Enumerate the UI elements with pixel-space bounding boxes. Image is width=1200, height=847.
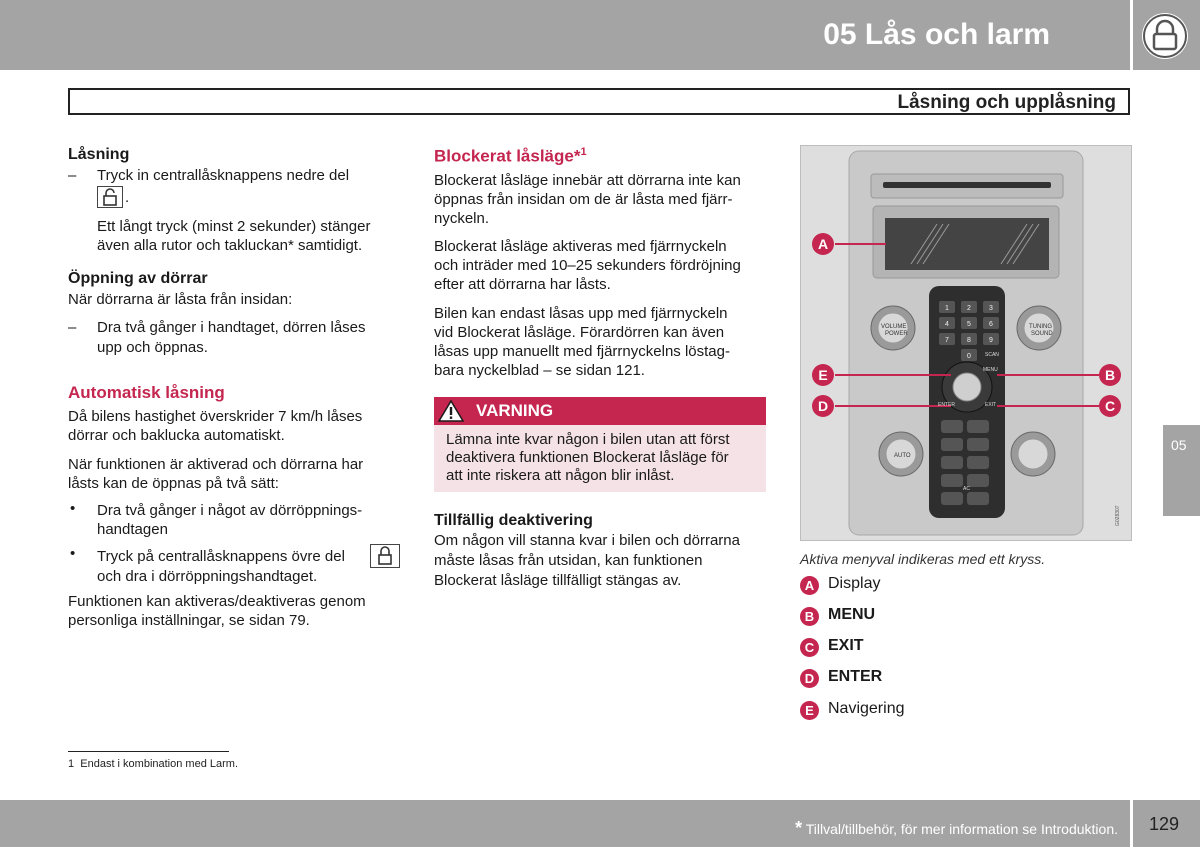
chapter-side-tab (1163, 425, 1200, 516)
footnote-text: Endast i kombination med Larm. (80, 758, 238, 770)
keypad-key-label: 1 (945, 305, 949, 312)
block-p2-1: Blockerat låsläge aktiveras med fjärrnyckeln (434, 238, 727, 255)
footnote-ref: 1 (580, 146, 587, 158)
legend-exit: EXIT (828, 637, 864, 654)
keypad-key-label: 0 (967, 353, 971, 360)
footnote-divider (68, 751, 229, 752)
section-title: Låsning och upplåsning (897, 92, 1116, 113)
tillf-2: måste låsas från utsidan, kan funktionen (434, 552, 703, 569)
sound-label: SOUND (1031, 331, 1053, 337)
warning-body (434, 425, 766, 492)
auto-label: AUTO (894, 453, 911, 459)
keypad-key-label: 6 (989, 321, 993, 328)
bullet1-2: handtagen (97, 521, 168, 538)
section-title-bar (68, 88, 1130, 115)
climate-button (941, 456, 963, 469)
keypad-key-label: 7 (945, 337, 949, 344)
legend-badge-d: D (800, 669, 819, 688)
tillf-heading: Tillfällig deaktivering (434, 512, 593, 529)
dash-marker: – (68, 319, 77, 336)
climate-button (967, 474, 989, 487)
lock-button-icon (370, 544, 400, 568)
tillf-3: Blockerat låsläge tillfälligt stängas av. (434, 572, 682, 589)
footer-note (795, 818, 1118, 839)
power-label: POWER (885, 331, 908, 337)
auto-p1-2: dörrar och baklucka automatiskt. (68, 427, 285, 444)
block-p1-2: öppnas från insidan om de är låsta med fjärr- (434, 191, 733, 208)
footnote-number: 1 (68, 758, 75, 770)
bullet2-2: och dra i dörröppningshandtaget. (97, 568, 318, 585)
legend-badge-a: A (800, 576, 819, 595)
oppning-item-1: Dra två gånger i handtaget, dörren låses (97, 319, 366, 336)
footnote (68, 758, 238, 770)
lasning-item-text: Tryck in centrallåsknappens nedre del (97, 167, 350, 184)
block-p1-1: Blockerat låsläge innebär att dörrarna inte kan (434, 172, 741, 189)
callout-a: A (812, 233, 834, 255)
block-p2-2: och inträder med 10–25 sekunders fördröjning (434, 257, 741, 274)
callout-c: C (1099, 395, 1121, 417)
exit-label: EXIT (985, 402, 997, 408)
scan-label: SCAN (985, 352, 999, 358)
oppning-item-2: upp och öppnas. (97, 339, 208, 356)
blockerat-heading (434, 146, 587, 167)
oppning-text: När dörrarna är låsta från insidan: (68, 291, 293, 308)
control-panel-illustration (800, 145, 1132, 541)
legend-display: Display (828, 575, 881, 592)
legend-badge-b: B (800, 607, 819, 626)
climate-button (967, 438, 989, 451)
legend-badge-c: C (800, 638, 819, 657)
warning-triangle-icon (437, 399, 465, 428)
padlock-icon (1142, 13, 1188, 59)
chapter-title: 05 Lås och larm (823, 18, 1050, 51)
dash-marker: – (68, 167, 77, 184)
long-press-text-1: Ett långt tryck (minst 2 sekunder) stänger (97, 218, 371, 235)
block-p2-3: efter att dörrarna har låsts. (434, 276, 611, 293)
climate-button (967, 420, 989, 433)
auto-lock-heading: Automatisk låsning (68, 383, 225, 402)
ac-label: AC (963, 486, 970, 492)
bullet2-1: Tryck på centrallåsknappens övre del (97, 548, 345, 565)
tillf-1: Om någon vill stanna kvar i bilen och dörrarna (434, 532, 740, 549)
unlock-button-icon (97, 186, 123, 208)
page-number-box (1133, 800, 1200, 847)
warning-title: VARNING (476, 401, 554, 420)
warning-line-3: att inte riskera att någon blir inlåst. (446, 467, 675, 484)
auto-p2-1: När funktionen är aktiverad och dörrarna har (68, 456, 364, 473)
auto-p3-1: Funktionen kan aktiveras/deaktiveras genom (68, 593, 366, 610)
blockerat-heading-text: Blockerat låsläge* (434, 146, 581, 166)
volume-label: VOLUME (881, 324, 907, 330)
block-p3-2: vid Blockerat låsläge. Förardörren kan även (434, 324, 725, 341)
bullet-marker: • (70, 545, 76, 562)
menu-label: MENU (983, 367, 998, 373)
legend-menu: MENU (828, 606, 876, 623)
lasning-item-period: . (125, 189, 130, 206)
oppning-heading: Öppning av dörrar (68, 270, 208, 287)
bullet-marker: • (70, 500, 76, 517)
keypad-key-label: 3 (989, 305, 993, 312)
lasning-heading: Låsning (68, 146, 130, 163)
keypad-key-label: 4 (945, 321, 949, 328)
block-p1-3: nyckeln. (434, 210, 490, 227)
header-bar (0, 0, 1130, 70)
footer-note-text: Tillval/tillbehör, för mer information se Introduktion. (805, 821, 1118, 837)
block-p3-3: låsas upp manuellt med fjärrnyckelns löstag- (434, 343, 730, 360)
block-p3-4: bara nyckelblad – se sidan 121. (434, 362, 645, 379)
warning-line-2: deaktivera funktionen Blockerat låsläge för (446, 449, 729, 466)
tuning-label: TUNING (1029, 324, 1052, 330)
callout-e: E (812, 364, 834, 386)
climate-button (967, 492, 989, 505)
warning-header (434, 397, 766, 425)
center-console-drawing (801, 146, 1131, 540)
legend-enter: ENTER (828, 668, 883, 685)
keypad-key-label: 8 (967, 337, 971, 344)
side-tab-label: 05 (1171, 437, 1187, 453)
bullet1-1: Dra två gånger i något av dörröppnings- (97, 502, 363, 519)
climate-button (941, 438, 963, 451)
legend-navigering: Navigering (828, 700, 905, 717)
keypad-key-label: 5 (967, 321, 971, 328)
keypad-key-label: 9 (989, 337, 993, 344)
legend-badge-e: E (800, 701, 819, 720)
figure-code: G028307 (1115, 505, 1121, 526)
climate-button (941, 492, 963, 505)
footer-asterisk: * (795, 818, 803, 838)
auto-p3-2: personliga inställningar, se sidan 79. (68, 612, 310, 629)
callout-d: D (812, 395, 834, 417)
enter-label: ENTER (938, 402, 955, 408)
figure-caption: Aktiva menyval indikeras med ett kryss. (800, 551, 1046, 567)
footer-bar (0, 800, 1130, 847)
page-number: 129 (1149, 814, 1180, 834)
keypad-key-label: 2 (967, 305, 971, 312)
callout-b: B (1099, 364, 1121, 386)
climate-button (967, 456, 989, 469)
block-p3-1: Bilen kan endast låsas upp med fjärrnyckeln (434, 305, 728, 322)
auto-p1-1: Då bilens hastighet överskrider 7 km/h låses (68, 408, 363, 425)
auto-p2-2: låsts kan de öppnas på två sätt: (68, 475, 279, 492)
warning-line-1: Lämna inte kvar någon i bilen utan att först (446, 431, 730, 448)
climate-button (941, 420, 963, 433)
climate-button (941, 474, 963, 487)
long-press-text-2: även alla rutor och takluckan* samtidigt. (97, 237, 363, 254)
